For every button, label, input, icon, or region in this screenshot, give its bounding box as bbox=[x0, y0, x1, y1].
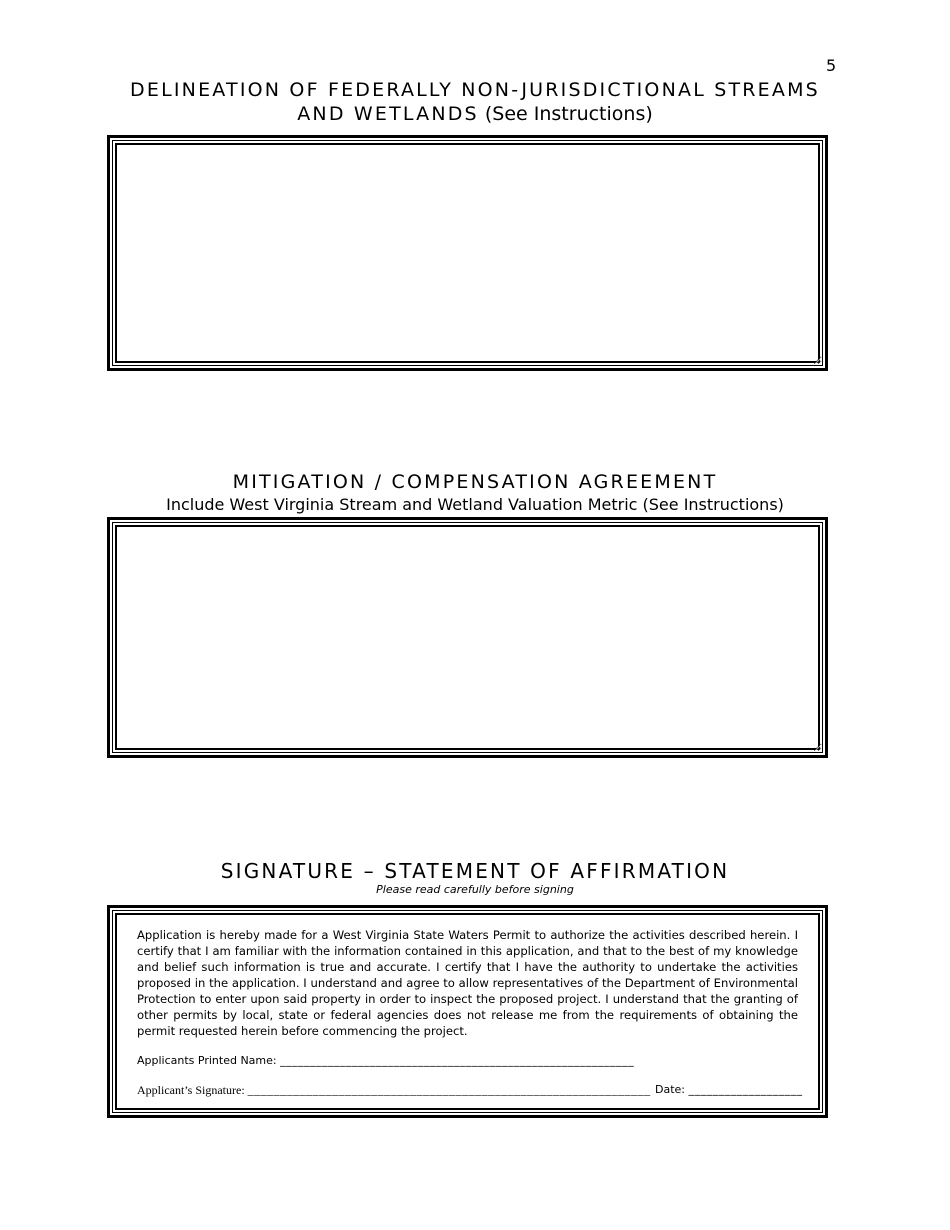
delineation-field-area[interactable] bbox=[115, 143, 820, 363]
page-number: 5 bbox=[826, 56, 837, 75]
section-title-signature: SIGNATURE – STATEMENT OF AFFIRMATION bbox=[220, 859, 730, 883]
section-title-line2-rest: (See Instructions) bbox=[478, 103, 653, 125]
printed-name-label: Applicants Printed Name: bbox=[137, 1054, 277, 1067]
signature-field[interactable]: ______________________________________________________________ bbox=[247, 1083, 651, 1097]
section-subtitle-mitigation: Include West Virginia Stream and Wetland Valuation Metric (See Instructions) bbox=[166, 495, 784, 514]
section-title-delineation bbox=[0, 78, 950, 126]
signature-row bbox=[137, 1083, 651, 1098]
mitigation-field[interactable] bbox=[117, 527, 822, 752]
signature-box bbox=[107, 905, 828, 1118]
delineation-box bbox=[107, 135, 828, 371]
section-title-line2 bbox=[0, 102, 950, 126]
mitigation-box bbox=[107, 517, 828, 758]
mitigation-field-area[interactable] bbox=[115, 525, 820, 750]
date-label: Date: bbox=[655, 1083, 685, 1096]
affirmation-statement: Application is hereby made for a West Virginia State Waters Permit to authorize the activities described herein. I certify that I am familiar with the information contained in this application, and that to the best of my knowledge and belief such information is true and accurate. I certify that I have the authority to undertake the activities proposed in the application. I understand and agree to allow representatives of the Department of Environmental Protection to enter upon said property in order to inspect the proposed project. I understand that the granting of other permits by local, state or federal agencies does not release me from the requirements of obtaining the permit requested herein before commencing the project. bbox=[137, 928, 798, 1038]
section-title-line1: DELINEATION OF FEDERALLY NON-JURISDICTIONAL STREAMS bbox=[130, 79, 820, 101]
printed-name-field[interactable]: ___________________________________________________________ bbox=[280, 1054, 635, 1067]
delineation-field[interactable] bbox=[117, 145, 822, 365]
signature-note: Please read carefully before signing bbox=[376, 883, 574, 896]
printed-name-row bbox=[137, 1054, 634, 1067]
signature-box-inner bbox=[115, 913, 820, 1110]
signature-label: Applicant’s Signature: bbox=[137, 1083, 245, 1097]
date-row bbox=[655, 1083, 803, 1096]
date-field[interactable]: ___________________ bbox=[688, 1083, 803, 1096]
section-title-line2-caps: AND WETLANDS bbox=[297, 103, 479, 125]
section-title-mitigation: MITIGATION / COMPENSATION AGREEMENT bbox=[232, 471, 718, 493]
